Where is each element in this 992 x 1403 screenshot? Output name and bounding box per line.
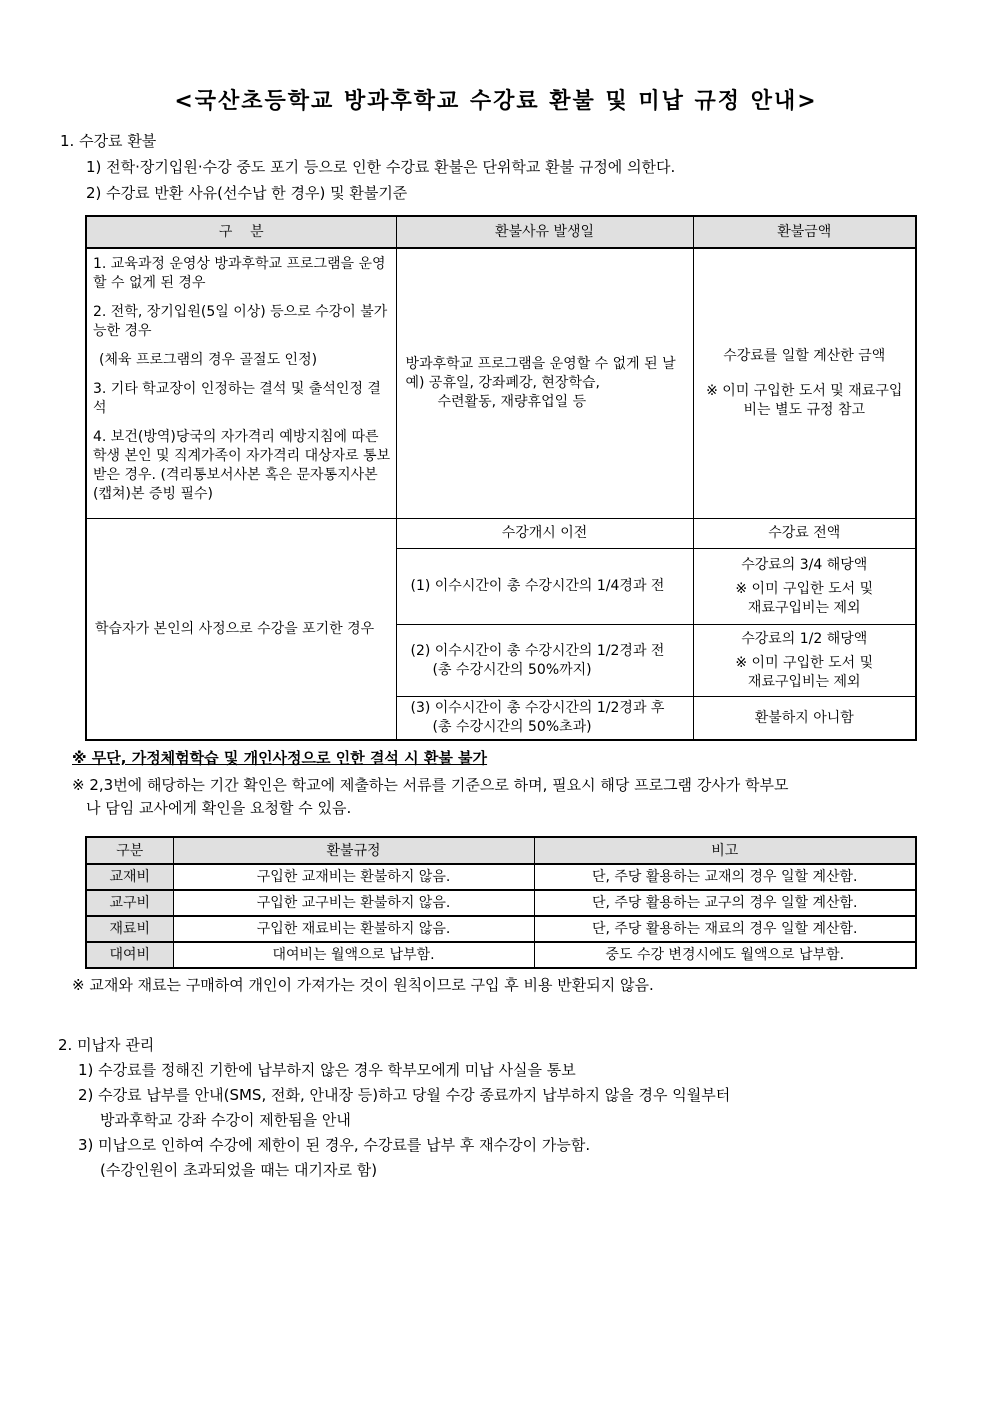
fee-rule: 대여비는 월액으로 납부함. (173, 942, 534, 968)
sub3-amount-main: 수강료의 1/2 해당액 (741, 630, 868, 647)
note-no-refund: ※ 무단, 가정체험학습 및 개인사정으로 인한 결석 시 환불 불가 (72, 749, 488, 767)
sub4-cause-line-2: (총 수강시간의 50%초과) (432, 719, 592, 735)
fee-type: 대여비 (86, 942, 173, 968)
sub3-cause-line-1: (2) 이수시간이 총 수강시간의 1/2경과 전 (410, 642, 665, 659)
sub2-amount-note-2: 재료구입비는 제외 (747, 599, 861, 616)
fee-table-header-rule: 환불규정 (173, 837, 534, 864)
note-verification-line-2: 나 담임 교사에게 확인을 요청할 수 있음. (86, 799, 352, 817)
section2-item-1: 1) 수강료를 정해진 기한에 납부하지 않은 경우 학부모에게 미납 사실을 통보 (78, 1061, 576, 1079)
sub4-cause-line-1: (3) 이수시간이 총 수강시간의 1/2경과 후 (410, 700, 665, 716)
fee-type: 교구비 (86, 890, 173, 916)
section1-item-2: 2) 수강료 반환 사유(선수납 한 경우) 및 환불기준 (86, 184, 408, 202)
fee-note: 단, 주당 활용하는 재료의 경우 일할 계산함. (534, 916, 916, 942)
refund-table-row-school-cause (86, 248, 916, 519)
page-title: <국산초등학교 방과후학교 수강료 환불 및 미납 규정 안내> (174, 89, 818, 114)
section2-heading: 2. 미납자 관리 (58, 1036, 155, 1054)
fee-table-row-rental (86, 942, 916, 968)
section1-heading: 1. 수강료 환불 (60, 132, 157, 150)
sub2-amount-cell (693, 549, 916, 625)
sub1-amount-cell: 수강료 전액 (693, 519, 916, 549)
amount-note-line-2: 비는 별도 규정 참고 (743, 402, 866, 418)
fee-table (85, 836, 917, 969)
sub3-amount-note-1: ※ 이미 구입한 도서 및 (735, 654, 874, 671)
section2-item-2-line-1: 2) 수강료 납부를 안내(SMS, 전화, 안내장 등)하고 당월 수강 종료까지 납부하지 않을 경우 익월부터 (78, 1086, 731, 1104)
fee-table-row-tool (86, 890, 916, 916)
section2-item-3-line-2: (수강인원이 초과되었을 때는 대기자로 함) (100, 1161, 378, 1179)
fee-table-header-row (86, 837, 916, 864)
refund-reason-4: 4. 보건(방역)당국의 자가격리 예방지침에 따른 학생 본인 및 직계가족이 자가격리 대상자로 통보 받은 경우. (격리통보서사본 혹은 문자통지사본(캡쳐)본 증빙 필수) (93, 429, 391, 502)
sub2-amount-main: 수강료의 3/4 해당액 (741, 556, 868, 573)
fee-table-row-textbook (86, 864, 916, 890)
fee-note: 단, 주당 활용하는 교구의 경우 일할 계산함. (534, 890, 916, 916)
note-materials: ※ 교재와 재료는 구매하여 개인이 가져가는 것이 원칙이므로 구입 후 비용 반환되지 않음. (72, 976, 654, 994)
sub4-amount-cell: 환불하지 아니함 (693, 697, 916, 741)
fee-rule: 구입한 재료비는 환불하지 않음. (173, 916, 534, 942)
sub3-cause-cell (396, 625, 693, 697)
amount-main: 수강료를 일할 계산한 금액 (723, 348, 886, 364)
refund-reason-3: 3. 기타 학교장이 인정하는 결석 및 출석인정 결석 (93, 381, 381, 416)
fee-table-header-note: 비고 (534, 837, 916, 864)
giveup-spanning-cell: 학습자가 본인의 사정으로 수강을 포기한 경우 (86, 519, 396, 741)
refund-reason-2: 2. 전학, 장기입원(5일 이상) 등으로 수강이 불가능한 경우 (93, 304, 388, 339)
refund-table-header-category: 구 분 (86, 216, 396, 248)
section1-item-1: 1) 전학·장기입원·수강 중도 포기 등으로 인한 수강료 환불은 단위학교 환불 규정에 의한다. (86, 158, 676, 176)
cause-line-1: 방과후학교 프로그램을 운영할 수 없게 된 날 (405, 356, 676, 372)
sub1-cause-cell: 수강개시 이전 (396, 519, 693, 549)
section2-item-2-line-2: 방과후학교 강좌 수강이 제한됨을 안내 (100, 1111, 351, 1129)
refund-cause-cell (396, 248, 693, 519)
refund-table-row-before-start (86, 519, 916, 549)
fee-rule: 구입한 교구비는 환불하지 않음. (173, 890, 534, 916)
sub2-cause-cell: (1) 이수시간이 총 수강시간의 1/4경과 전 (396, 549, 693, 625)
fee-table-header-type: 구분 (86, 837, 173, 864)
refund-amount-cell (693, 248, 916, 519)
cause-line-3: 수련활동, 재량휴업일 등 (437, 394, 587, 410)
amount-note-line-1: ※ 이미 구입한 도서 및 재료구입 (706, 383, 903, 399)
sub2-amount-note-1: ※ 이미 구입한 도서 및 (735, 580, 874, 597)
refund-table-header-amount: 환불금액 (693, 216, 916, 248)
cause-line-2: 예) 공휴일, 강좌폐강, 현장학습, (405, 375, 600, 391)
section2-item-3-line-1: 3) 미납으로 인하여 수강에 제한이 된 경우, 수강료를 납부 후 재수강이 가능함. (78, 1136, 591, 1154)
sub3-cause-line-2: (총 수강시간의 50%까지) (432, 661, 592, 678)
fee-table-row-material (86, 916, 916, 942)
sub4-cause-cell (396, 697, 693, 741)
refund-reason-2-note: (체육 프로그램의 경우 골절도 인정) (99, 352, 318, 368)
refund-table-header-row (86, 216, 916, 248)
note-verification-line-1: ※ 2,3번에 해당하는 기간 확인은 학교에 제출하는 서류를 기준으로 하며, 필요시 해당 프로그램 강사가 학부모 (72, 776, 789, 794)
refund-table (85, 215, 917, 741)
sub3-amount-note-2: 재료구입비는 제외 (747, 673, 861, 690)
fee-note: 중도 수강 변경시에도 월액으로 납부함. (534, 942, 916, 968)
refund-table-header-cause: 환불사유 발생일 (396, 216, 693, 248)
sub3-amount-cell (693, 625, 916, 697)
fee-rule: 구입한 교재비는 환불하지 않음. (173, 864, 534, 890)
refund-reasons-cell (86, 248, 396, 519)
fee-note: 단, 주당 활용하는 교재의 경우 일할 계산함. (534, 864, 916, 890)
fee-type: 재료비 (86, 916, 173, 942)
refund-reason-1: 1. 교육과정 운영상 방과후학교 프로그램을 운영할 수 없게 된 경우 (93, 256, 386, 291)
fee-type: 교재비 (86, 864, 173, 890)
